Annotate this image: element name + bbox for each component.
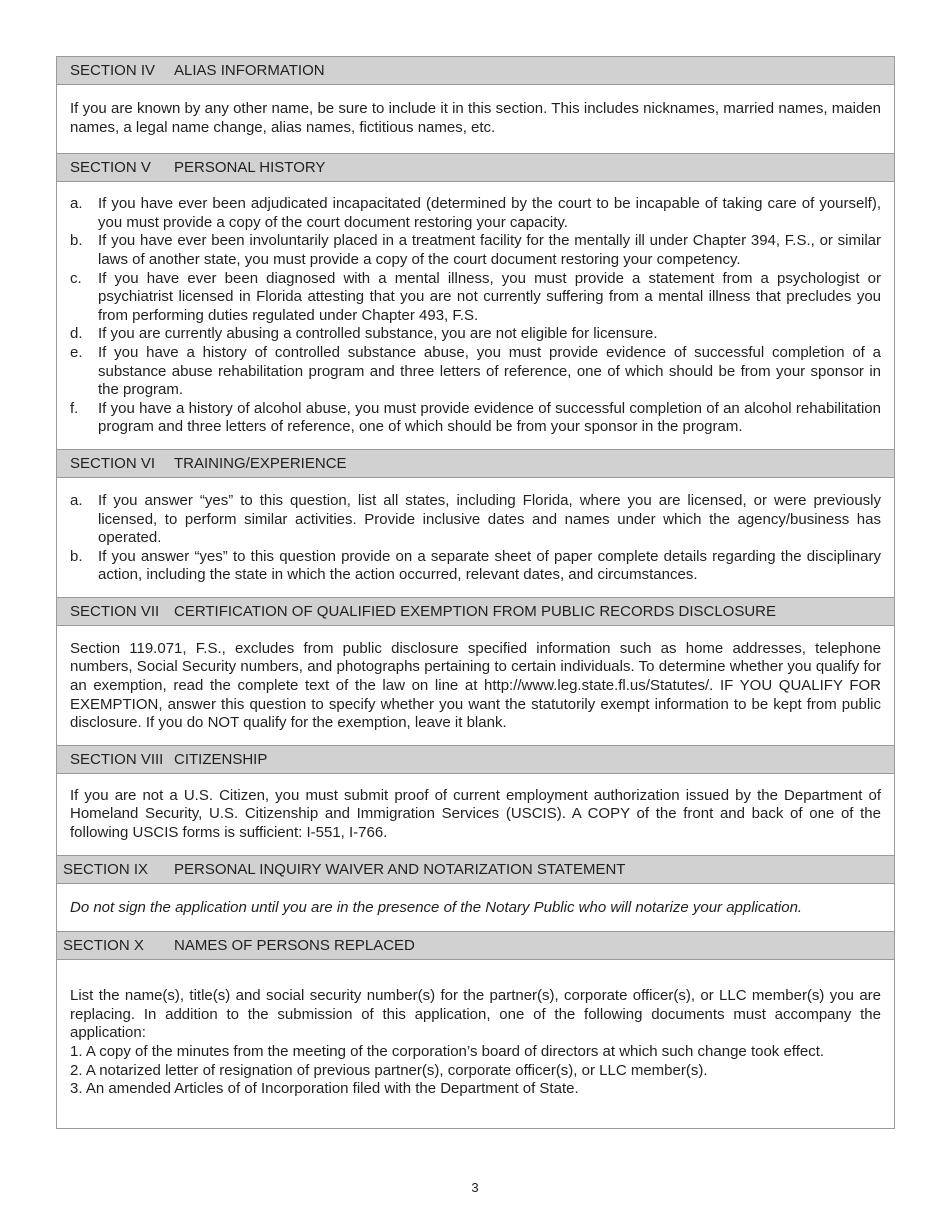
list-item: b. If you answer “yes” to this question provide on a separate sheet of paper complete details regarding the disciplinary action, including the state in which the action occurred, relevant dates, and circumstances.	[70, 547, 881, 584]
section-viii-body	[57, 774, 894, 856]
section-iv-header	[57, 57, 894, 85]
instructions-frame	[56, 56, 895, 1129]
list-item: f. If you have a history of alcohol abuse, you must provide evidence of successful completion of an alcohol rehabilitation program and three letters of reference, one of which should be from your sponsor in the program.	[70, 399, 881, 436]
section-ix-header	[57, 856, 894, 884]
list-item: a. If you answer “yes” to this question, list all states, including Florida, where you are licensed, or were previously licensed, to perform similar activities. Provide inclusive dates and names under which the agency/business has operated.	[70, 491, 881, 547]
section-viii-header	[57, 746, 894, 774]
replacement-paragraph: List the name(s), title(s) and social security number(s) for the partner(s), corporate officer(s), or LLC member(s) you are replacing. In addition to the submission of this application, one of the following documents must accompany the application:	[70, 987, 881, 1042]
document-list	[57, 1043, 894, 1099]
section-v-body	[57, 182, 894, 450]
section-number: SECTION VI	[70, 454, 156, 472]
list-item: a. If you have ever been adjudicated incapacitated (determined by the court to be incapable of taking care of yourself), you must provide a copy of the court document restoring your capacity.	[70, 195, 881, 231]
list-item: 1. A copy of the minutes from the meeting of the corporation’s board of directors at which such change took effect.	[70, 1043, 825, 1060]
list-item: e. If you have a history of controlled substance abuse, you must provide evidence of successful completion of a substance abuse rehabilitation program and three letters of reference, one of which should be from your sponsor in the program.	[70, 343, 881, 399]
list-item: c. If you have ever been diagnosed with a mental illness, you must provide a statement from a psychologist or psychiatrist licensed in Florida attesting that you are not currently suffering from a mental illness that precludes you from performing duties regulated under Chapter 493, F.S.	[70, 269, 881, 324]
list-item: 2. A notarized letter of resignation of previous partner(s), corporate officer(s), or LLC member(s).	[70, 1061, 708, 1079]
alias-paragraph: If you are known by any other name, be sure to include it in this section. This includes nicknames, married names, maiden names, a legal name change, alias names, fictitious names, etc.	[70, 100, 881, 136]
section-vi-body	[57, 478, 894, 598]
section-title: CERTIFICATION OF QUALIFIED EXEMPTION FROM PUBLIC RECORDS DISCLOSURE	[174, 602, 777, 620]
section-number: SECTION IV	[70, 62, 156, 79]
section-title: CITIZENSHIP	[174, 750, 268, 768]
list-item: d. If you are currently abusing a controlled substance, you are not eligible for licensure.	[70, 325, 658, 343]
section-title: PERSONAL HISTORY	[174, 159, 326, 177]
section-title: NAMES OF PERSONS REPLACED	[174, 937, 415, 955]
section-vi-header	[57, 450, 894, 478]
section-vii-header	[57, 598, 894, 626]
notary-instruction: Do not sign the application until you are in the presence of the Notary Public who will notarize your application.	[70, 898, 803, 916]
training-list	[57, 492, 894, 585]
section-x-header	[57, 932, 894, 960]
section-number: SECTION IX	[63, 860, 149, 878]
citizenship-paragraph: If you are not a U.S. Citizen, you must submit proof of current employment authorization issued by the Department of Homeland Security, U.S. Citizenship and Immigration Services (USCIS). A COPY of the front and back of one of the following USCIS forms is sufficient: I-551, I-766.	[70, 786, 881, 842]
section-number: SECTION VIII	[70, 750, 164, 768]
section-number: SECTION X	[63, 937, 144, 955]
section-number: SECTION V	[70, 159, 151, 177]
section-vii-body	[57, 626, 894, 746]
section-number: SECTION VII	[70, 602, 160, 620]
section-ix-body	[57, 884, 894, 933]
personal-history-list	[57, 195, 894, 437]
section-title: PERSONAL INQUIRY WAIVER AND NOTARIZATION STATEMENT	[174, 860, 626, 878]
page-number: 3	[471, 1180, 479, 1195]
list-item: 3. An amended Articles of of Incorporation filed with the Department of State.	[70, 1080, 579, 1098]
exemption-paragraph: Section 119.071, F.S., excludes from public disclosure specified information such as home addresses, telephone numbers, Social Security numbers, and photographs pertaining to certain individuals. To determine whether you qualify for an exemption, read the complete text of the law on line at http://www.leg.state.fl.us/Statutes/. IF YOU QUALIFY FOR EXEMPTION, answer this question to specify whether you want the statutorily exempt information to be kept from public disclosure. If you do NOT qualify for the exemption, leave it blank.	[70, 639, 881, 732]
list-item: b. If you have ever been involuntarily placed in a treatment facility for the mentally ill under Chapter 394, F.S., or similar laws of another state, you must provide a copy of the court document restoring your competency.	[70, 232, 881, 268]
section-v-header	[57, 154, 894, 182]
section-title: TRAINING/EXPERIENCE	[174, 454, 347, 472]
section-title: ALIAS INFORMATION	[174, 62, 325, 79]
section-x-body	[57, 960, 894, 1129]
section-iv-body	[57, 85, 894, 154]
